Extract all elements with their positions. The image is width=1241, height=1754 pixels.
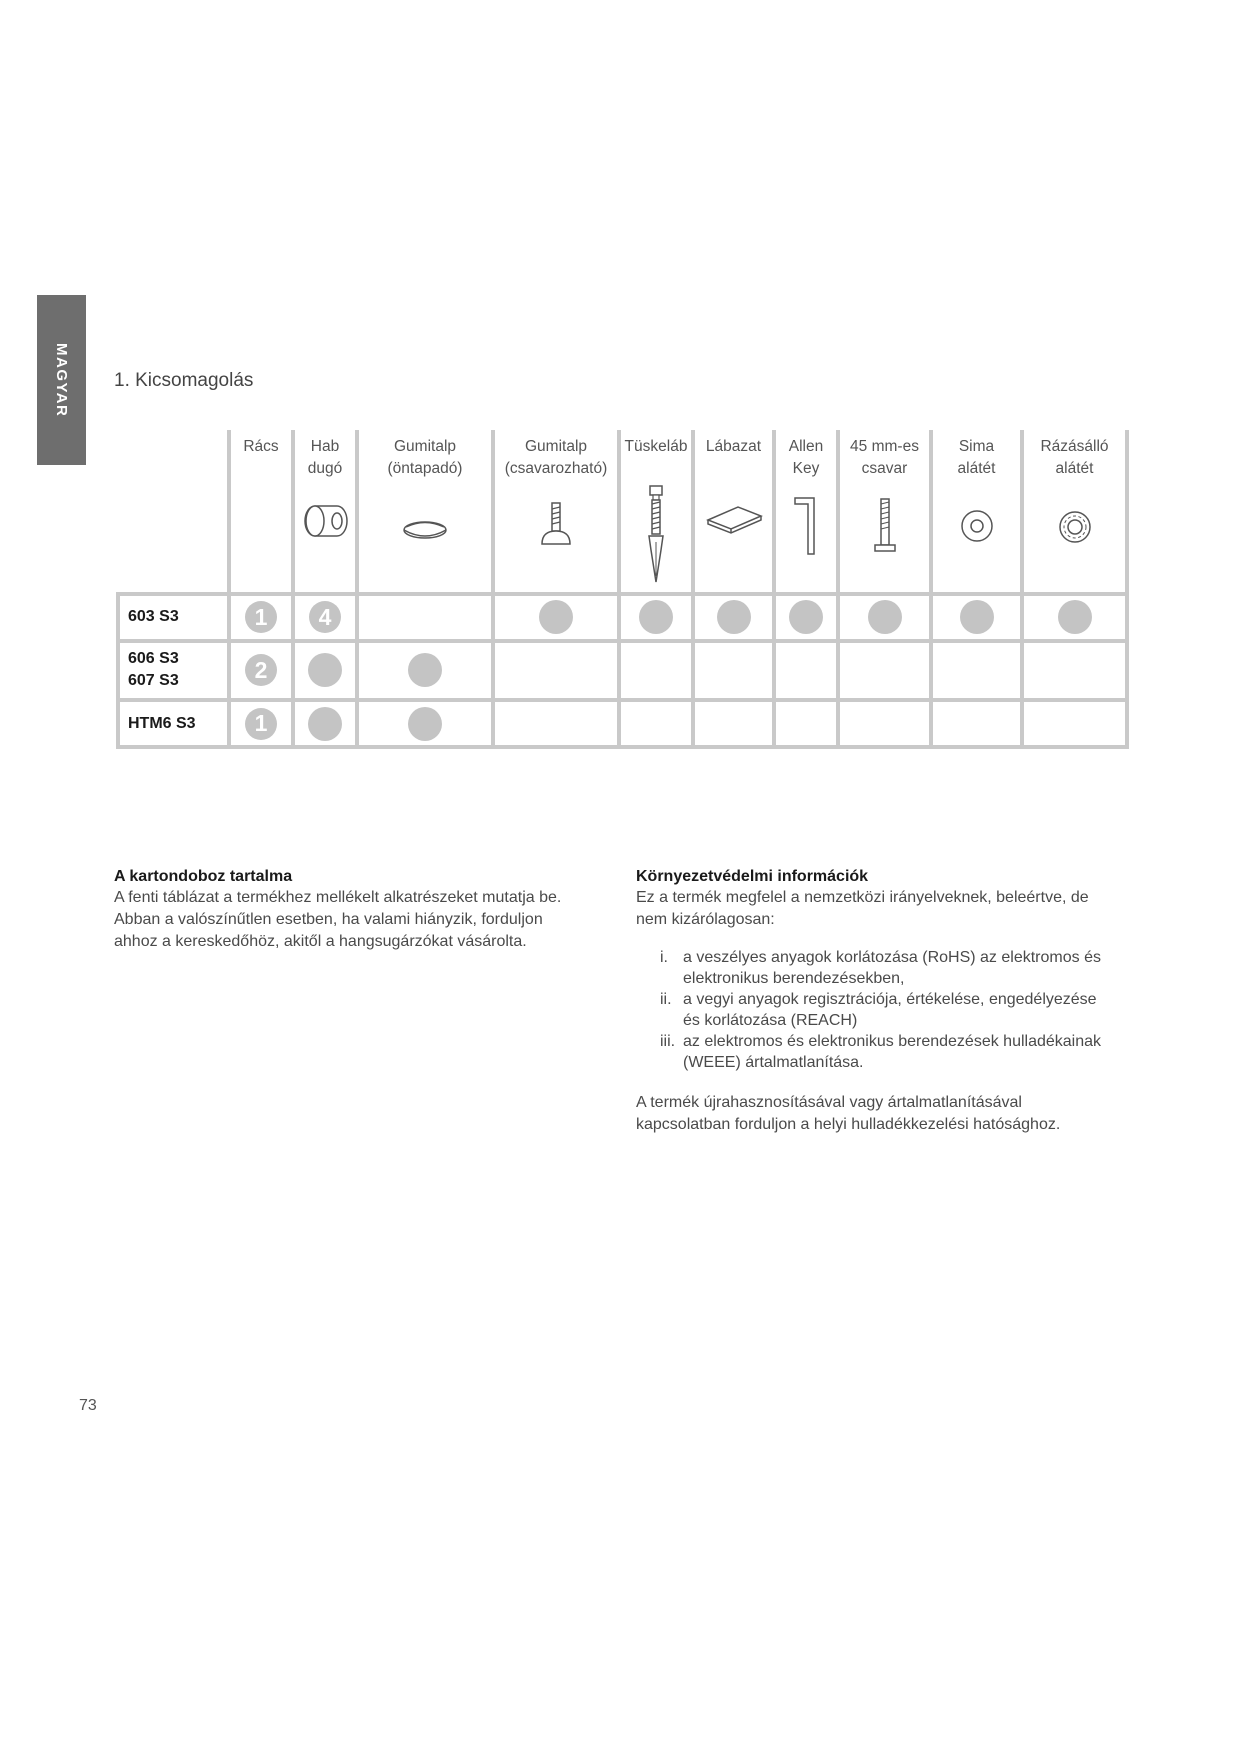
lock-washer-icon (1056, 508, 1094, 546)
quantity-badge: 1 (245, 708, 277, 740)
allen-key-cell (774, 700, 838, 747)
parts-table (116, 430, 1129, 749)
lock-washer-cell (1022, 641, 1127, 700)
section-title: 1. Kicsomagolás (114, 370, 254, 391)
header-spike: Tüskeláb (619, 430, 693, 594)
rubber-foot-adhesive-cell (357, 594, 493, 641)
table-row (118, 700, 1127, 747)
spike-icon (644, 484, 668, 584)
model-cell: HTM6 S3 (118, 700, 229, 747)
included-dot (717, 600, 751, 634)
rubber-foot-screw-cell (493, 700, 619, 747)
quantity-badge: 4 (309, 601, 341, 633)
plain-washer-cell (931, 594, 1022, 641)
header-blank (118, 430, 229, 594)
allen-key-cell (774, 641, 838, 700)
rubber-foot-adhesive-cell (357, 700, 493, 747)
header-allen-key: Allen Key (774, 430, 838, 594)
environment-intro: Ez a termék megfelel a nemzetközi irányelveknek, beleértve, de nem kizárólagosan: (636, 889, 1089, 928)
screw-45mm-cell (838, 700, 931, 747)
included-dot (789, 600, 823, 634)
spike-cell (619, 700, 693, 747)
plain-washer-cell (931, 700, 1022, 747)
grille-cell (229, 700, 293, 747)
base-plate-icon (704, 504, 764, 538)
carton-text: A fenti táblázat a termékhez mellékelt alkatrészeket mutatja be. Abban a valószínűtlen esetben, ha valami hiányzik, forduljon ahhoz a kereskedőhöz, akitől a hangsugárzókat vásárolta. (114, 889, 562, 950)
carton-heading: A kartondoboz tartalma (114, 868, 293, 885)
language-tab-label: MAGYAR (53, 342, 70, 418)
base-cell (693, 641, 774, 700)
table-header-row (118, 430, 1127, 594)
header-base: Lábazat (693, 430, 774, 594)
spike-cell (619, 641, 693, 700)
base-cell (693, 594, 774, 641)
language-tab (37, 295, 86, 465)
grille-cell (229, 594, 293, 641)
header-grille: Rács (229, 430, 293, 594)
rubber-foot-adhesive-icon (400, 514, 450, 544)
header-foam-plug: Hab dugó (293, 430, 357, 594)
header-rubber-foot-adhesive: Gumitalp (öntapadó) (357, 430, 493, 594)
environment-heading: Környezetvédelmi információk (636, 868, 869, 885)
foam-plug-cell (293, 700, 357, 747)
header-lock-washer: Rázásálló alátét (1022, 430, 1127, 594)
rubber-foot-screw-cell (493, 641, 619, 700)
table-row (118, 641, 1127, 700)
foam-plug-cell (293, 594, 357, 641)
environment-section (636, 867, 1156, 1136)
header-plain-washer: Sima alátét (931, 430, 1022, 594)
included-dot (308, 653, 342, 687)
quantity-badge: 2 (245, 654, 277, 686)
plain-washer-cell (931, 641, 1022, 700)
foam-plug-icon (301, 502, 349, 540)
directive-list (636, 947, 1156, 1073)
included-dot (1058, 600, 1092, 634)
header-rubber-foot-screw: Gumitalp (csavarozható) (493, 430, 619, 594)
list-item: ii. a vegyi anyagok regisztrációja, értékelése, engedélyezése és korlátozása (REACH) (660, 991, 1097, 1029)
lock-washer-cell (1022, 700, 1127, 747)
allen-key-cell (774, 594, 838, 641)
plain-washer-icon (959, 508, 995, 544)
screw-45mm-icon (873, 496, 897, 554)
allen-key-icon (791, 494, 821, 558)
model-cell: 603 S3 (118, 594, 229, 641)
quantity-badge: 1 (245, 601, 277, 633)
model-cell: 606 S3 607 S3 (118, 641, 229, 700)
spike-cell (619, 594, 693, 641)
foam-plug-cell (293, 641, 357, 700)
grille-cell (229, 641, 293, 700)
rubber-foot-screw-cell (493, 594, 619, 641)
rubber-foot-adhesive-cell (357, 641, 493, 700)
list-item: i. a veszélyes anyagok korlátozása (RoHS) az elektromos és elektronikus berendezésekben, (660, 949, 1101, 987)
included-dot (408, 707, 442, 741)
page-number: 73 (79, 1397, 97, 1414)
included-dot (639, 600, 673, 634)
screw-45mm-cell (838, 641, 931, 700)
lock-washer-cell (1022, 594, 1127, 641)
table-row (118, 594, 1127, 641)
included-dot (868, 600, 902, 634)
header-screw-45mm: 45 mm-es csavar (838, 430, 931, 594)
included-dot (308, 707, 342, 741)
included-dot (539, 600, 573, 634)
included-dot (960, 600, 994, 634)
environment-closing: A termék újrahasznosításával vagy ártalmatlanításával kapcsolatban forduljon a helyi hulladékkezelési hatósághoz. (636, 1094, 1061, 1133)
rubber-foot-screw-icon (538, 500, 574, 548)
screw-45mm-cell (838, 594, 931, 641)
included-dot (408, 653, 442, 687)
list-item: iii. az elektromos és elektronikus berendezések hulladékainak (WEEE) ártalmatlanítása. (660, 1033, 1102, 1071)
carton-contents-section (114, 867, 624, 953)
base-cell (693, 700, 774, 747)
